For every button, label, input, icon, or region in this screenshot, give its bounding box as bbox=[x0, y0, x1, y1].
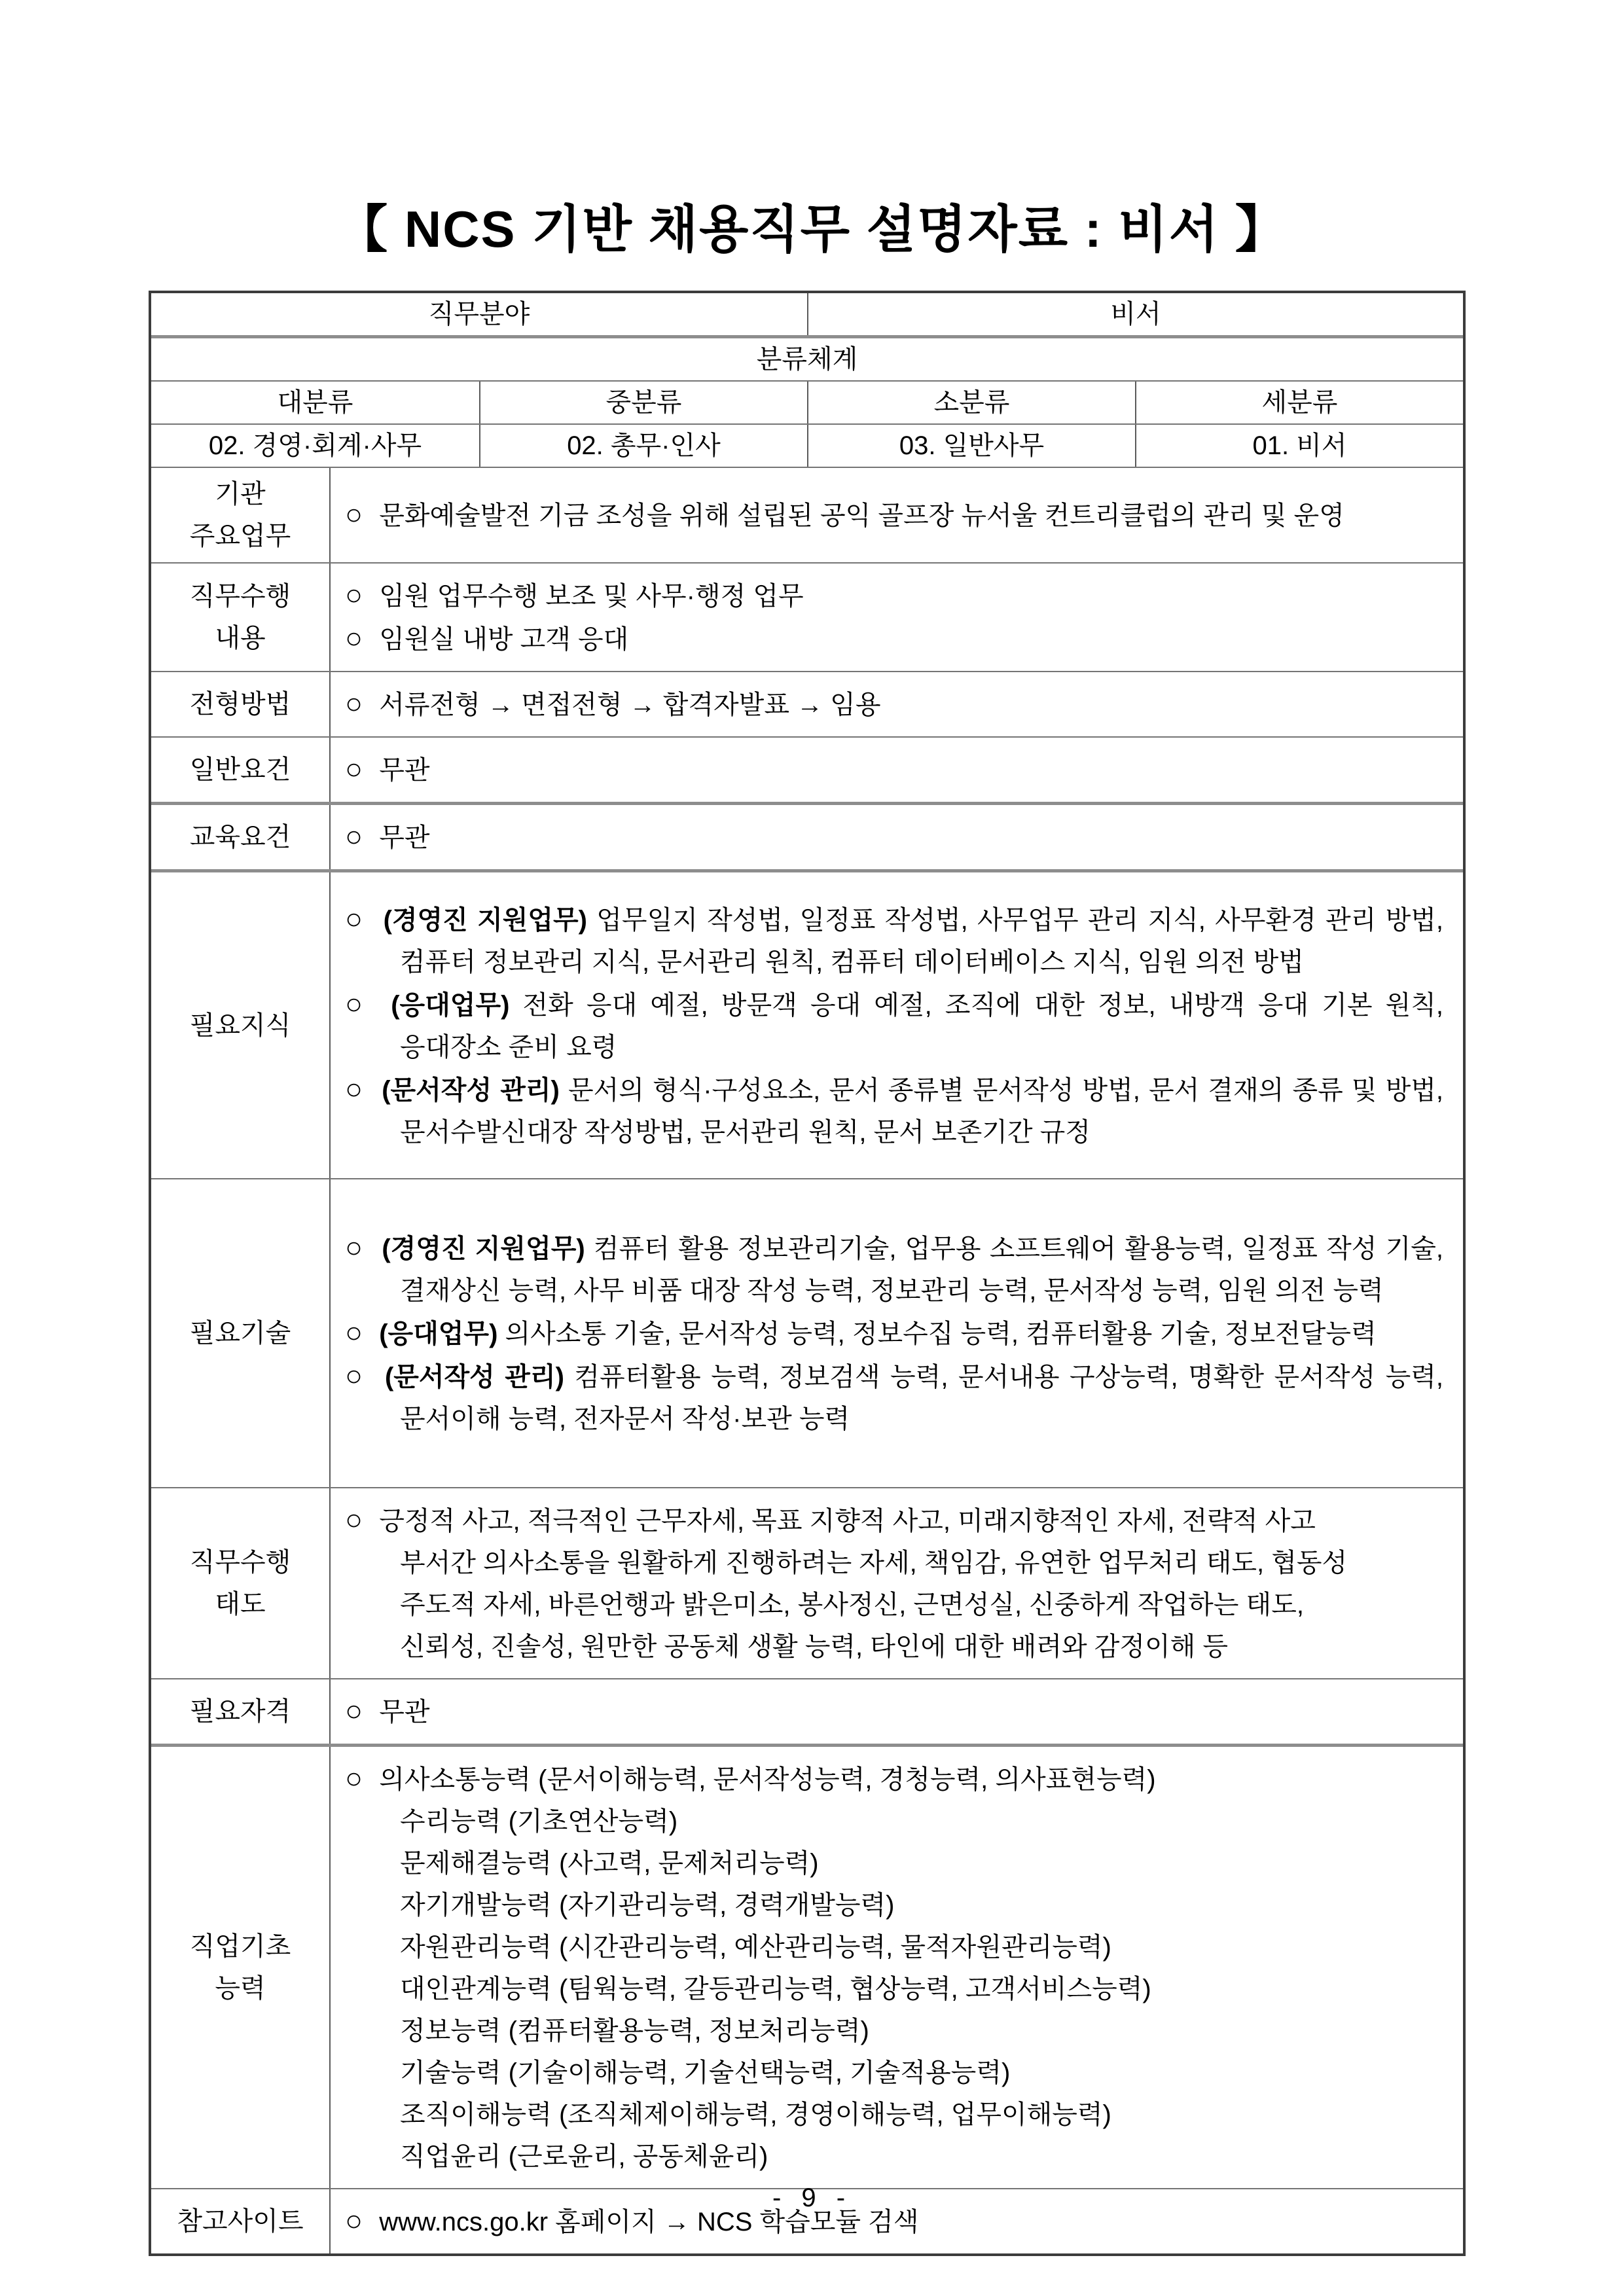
label-line: 능력 bbox=[215, 1974, 266, 2003]
bullet-text: 전화 응대 예절, 방문객 응대 예절, 조직에 대한 정보, 내방객 응대 기본 원칙, 응대장소 준비 요령 bbox=[400, 990, 1443, 1062]
circle-bullet-marker: ○ bbox=[345, 2204, 363, 2237]
circle-bullet-marker: ○ bbox=[345, 579, 363, 611]
value-major: 02. 경영·회계·사무 bbox=[208, 431, 422, 460]
bullet-category: (문서작성 관리) bbox=[382, 1075, 560, 1105]
required-knowledge-content bbox=[329, 872, 1463, 1178]
required-skills-label bbox=[151, 1179, 329, 1487]
value-middle-cell bbox=[479, 425, 807, 467]
bullet-continuation: 신뢰성, 진솔성, 원만한 공동체 생활 능력, 타인에 대한 배려와 감정이해 등 bbox=[400, 1632, 1229, 1661]
label-line: 필요지식 bbox=[189, 1011, 291, 1040]
header-middle-cell bbox=[479, 382, 807, 423]
bullet-text: 임원실 내방 고객 응대 bbox=[379, 625, 629, 654]
bullet-continuation: 수리능력 (기초연산능력) bbox=[400, 1807, 678, 1836]
bullet-text: 무관 bbox=[379, 823, 430, 852]
bullet-item bbox=[345, 748, 1443, 791]
bullet-item bbox=[345, 1499, 1443, 1542]
circle-bullet-marker: ○ bbox=[345, 1359, 366, 1392]
bullet-item bbox=[345, 683, 1443, 726]
bullet-continuation: 직업윤리 (근로윤리, 공동체윤리) bbox=[400, 2142, 768, 2171]
header-detail: 세분류 bbox=[1261, 388, 1338, 417]
required-license-label bbox=[151, 1679, 329, 1744]
circle-bullet-marker: ○ bbox=[345, 1231, 365, 1264]
bullet-text: 문화예술발전 기금 조성을 위해 설립된 공익 골프장 뉴서울 컨트리클럽의 관리 및 운영 bbox=[379, 501, 1344, 530]
label-line: 필요기술 bbox=[189, 1319, 291, 1348]
bullet-item bbox=[345, 1757, 1443, 1801]
value-detail-cell bbox=[1135, 425, 1463, 467]
row-classification-values bbox=[151, 423, 1463, 467]
row-classification-headers bbox=[151, 380, 1463, 423]
general-requirement-label bbox=[151, 738, 329, 802]
value-middle: 02. 총무·인사 bbox=[567, 431, 721, 460]
header-minor: 소분류 bbox=[933, 388, 1010, 417]
header-major: 대분류 bbox=[277, 388, 353, 417]
row-work-attitude bbox=[151, 1487, 1463, 1678]
value-major-cell bbox=[151, 425, 479, 467]
circle-bullet-marker: ○ bbox=[345, 1762, 363, 1795]
bullet-item bbox=[345, 1690, 1443, 1733]
bullet-text: 컴퓨터 활용 정보관리기술, 업무용 소프트웨어 활용능력, 일정표 작성 기술, 결재상신 능력, 사무 비품 대장 작성 능력, 정보관리 능력, 문서작성 능력, 임원 의전 능력 bbox=[400, 1234, 1444, 1305]
bullet-continuation: 부서간 의사소통을 원활하게 진행하려는 자세, 책임감, 유연한 업무처리 태도, 협동성 bbox=[400, 1549, 1348, 1577]
row-education-requirement bbox=[151, 802, 1463, 869]
label-line: 직무수행 bbox=[189, 1548, 291, 1577]
label-line: 내용 bbox=[215, 624, 266, 653]
circle-bullet-marker: ○ bbox=[345, 1072, 365, 1105]
bullet-item bbox=[345, 1312, 1443, 1355]
job-field-label-cell bbox=[151, 293, 807, 335]
circle-bullet-marker: ○ bbox=[345, 753, 363, 785]
bullet-continuation: 정보능력 (컴퓨터활용능력, 정보처리능력) bbox=[400, 2017, 869, 2045]
bullet-text: 컴퓨터활용 능력, 정보검색 능력, 문서내용 구상능력, 명확한 문서작성 능력, 문서이해 능력, 전자문서 작성·보관 능력 bbox=[400, 1363, 1444, 1433]
circle-bullet-marker: ○ bbox=[345, 820, 363, 853]
header-minor-cell bbox=[807, 382, 1135, 423]
label-line: 필요자격 bbox=[189, 1697, 291, 1726]
bullet-continuation: 대인관계능력 (팀웍능력, 갈등관리능력, 협상능력, 고객서비스능력) bbox=[400, 1975, 1151, 2003]
bullet-category: (응대업무) bbox=[379, 1319, 498, 1348]
label-line: 태도 bbox=[215, 1590, 266, 1619]
bullet-item bbox=[345, 1068, 1443, 1153]
basic-competencies-label bbox=[151, 1747, 329, 2188]
selection-method-content bbox=[329, 672, 1463, 736]
page-number: - 9 - bbox=[772, 2183, 852, 2212]
bullet-continuation: 자원관리능력 (시간관리능력, 예산관리능력, 물적자원관리능력) bbox=[400, 1933, 1111, 1962]
circle-bullet-marker: ○ bbox=[345, 987, 369, 1020]
row-required-skills bbox=[151, 1178, 1463, 1487]
row-basic-competencies bbox=[151, 1744, 1463, 2188]
value-minor-cell bbox=[807, 425, 1135, 467]
bullet-continuation: 문제해결능력 (사고력, 문제처리능력) bbox=[400, 1849, 819, 1878]
bullet-continuation: 주도적 자세, 바른언행과 밝은미소, 봉사정신, 근면성실, 신중하게 작업하는 태도, bbox=[400, 1590, 1304, 1619]
job-field-value-cell bbox=[807, 293, 1463, 335]
row-agency-main-duty bbox=[151, 467, 1463, 562]
bullet-category: (응대업무) bbox=[391, 990, 510, 1020]
value-detail: 01. 비서 bbox=[1252, 431, 1347, 460]
bullet-text: 무관 bbox=[379, 1698, 430, 1727]
bullet-category: (경영진 지원업무) bbox=[383, 905, 587, 935]
job-field-label: 직무분야 bbox=[428, 300, 530, 329]
circle-bullet-marker: ○ bbox=[345, 498, 363, 531]
bullet-item bbox=[345, 1227, 1443, 1312]
required-knowledge-label bbox=[151, 872, 329, 1178]
row-general-requirement bbox=[151, 736, 1463, 802]
bullet-continuation: 자기개발능력 (자기관리능력, 경력개발능력) bbox=[400, 1891, 895, 1920]
bullet-item bbox=[345, 816, 1443, 859]
bullet-text: 의사소통능력 (문서이해능력, 문서작성능력, 경청능력, 의사표현능력) bbox=[379, 1765, 1156, 1794]
circle-bullet-marker: ○ bbox=[345, 1503, 363, 1536]
label-line: 참고사이트 bbox=[177, 2207, 304, 2236]
bullet-item bbox=[345, 617, 1443, 660]
label-line: 전형방법 bbox=[189, 690, 291, 719]
circle-bullet-marker: ○ bbox=[345, 1316, 363, 1349]
general-requirement-content bbox=[329, 738, 1463, 802]
bullet-text: 업무일지 작성법, 일정표 작성법, 사무업무 관리 지식, 사무환경 관리 방법, 컴퓨터 정보관리 지식, 문서관리 원칙, 컴퓨터 데이터베이스 지식, 임원 의전 방법 bbox=[400, 905, 1443, 977]
row-job-duties bbox=[151, 562, 1463, 671]
header-detail-cell bbox=[1135, 382, 1463, 423]
classification-system-cell bbox=[151, 338, 1463, 380]
label-line: 기관 bbox=[215, 480, 266, 509]
header-middle: 중분류 bbox=[605, 388, 682, 417]
bullet-text: 문서의 형식·구성요소, 문서 종류별 문서작성 방법, 문서 결재의 종류 및 방법, 문서수발신대장 작성방법, 문서관리 원칙, 문서 보존기간 규정 bbox=[400, 1075, 1443, 1147]
circle-bullet-marker: ○ bbox=[345, 687, 363, 720]
required-skills-content bbox=[329, 1179, 1463, 1487]
bullet-category: (문서작성 관리) bbox=[384, 1363, 564, 1391]
label-line: 교육요건 bbox=[189, 823, 291, 852]
value-minor: 03. 일반사무 bbox=[899, 431, 1045, 460]
row-required-knowledge bbox=[151, 869, 1463, 1178]
row-job-field bbox=[151, 293, 1463, 335]
job-field-value: 비서 bbox=[1110, 300, 1161, 329]
row-selection-method bbox=[151, 671, 1463, 736]
header-major-cell bbox=[151, 382, 479, 423]
bullet-text: 무관 bbox=[379, 756, 430, 785]
bullet-continuation: 기술능력 (기술이해능력, 기술선택능력, 기술적용능력) bbox=[400, 2058, 1011, 2087]
agency-main-duty-content bbox=[329, 468, 1463, 562]
bullet-item bbox=[345, 898, 1443, 983]
circle-bullet-marker: ○ bbox=[345, 622, 363, 655]
agency-main-duty-label bbox=[151, 468, 329, 562]
classification-system-title: 분류체계 bbox=[756, 345, 858, 374]
reference-site-text: www.ncs.go.kr 홈페이지 → NCS 학습모듈 검색 bbox=[379, 2208, 919, 2236]
bullet-item bbox=[345, 983, 1443, 1068]
label-line: 직업기초 bbox=[189, 1932, 291, 1961]
education-requirement-content bbox=[329, 805, 1463, 869]
work-attitude-content bbox=[329, 1488, 1463, 1678]
page-title: 【 NCS 기반 채용직무 설명자료 : 비서 】 bbox=[336, 200, 1288, 258]
bullet-item bbox=[345, 574, 1443, 617]
row-classification-system bbox=[151, 335, 1463, 380]
work-attitude-label bbox=[151, 1488, 329, 1678]
job-duties-label bbox=[151, 564, 329, 671]
basic-competencies-content bbox=[329, 1747, 1463, 2188]
label-line: 일반요건 bbox=[189, 755, 291, 784]
label-line: 직무수행 bbox=[189, 582, 291, 611]
job-duties-content bbox=[329, 564, 1463, 671]
bullet-item bbox=[345, 1355, 1443, 1440]
bullet-item bbox=[345, 493, 1443, 537]
bullet-text: 서류전형 → 면접전형 → 합격자발표 → 임용 bbox=[379, 691, 881, 719]
circle-bullet-marker: ○ bbox=[345, 902, 365, 935]
circle-bullet-marker: ○ bbox=[345, 1695, 363, 1727]
bullet-text: 임원 업무수행 보조 및 사무·행정 업무 bbox=[379, 582, 804, 611]
selection-method-label bbox=[151, 672, 329, 736]
label-line: 주요업무 bbox=[189, 522, 291, 550]
job-description-table bbox=[149, 291, 1466, 2256]
bullet-text: 긍정적 사고, 적극적인 근무자세, 목표 지향적 사고, 미래지향적인 자세, 전략적 사고 bbox=[379, 1507, 1316, 1535]
required-license-content bbox=[329, 1679, 1463, 1744]
row-required-license bbox=[151, 1678, 1463, 1744]
bullet-text: 의사소통 기술, 문서작성 능력, 정보수집 능력, 컴퓨터활용 기술, 정보전달능력 bbox=[505, 1319, 1377, 1348]
bullet-continuation: 조직이해능력 (조직체제이해능력, 경영이해능력, 업무이해능력) bbox=[400, 2100, 1111, 2129]
education-requirement-label bbox=[151, 805, 329, 869]
bullet-category: (경영진 지원업무) bbox=[382, 1234, 585, 1263]
